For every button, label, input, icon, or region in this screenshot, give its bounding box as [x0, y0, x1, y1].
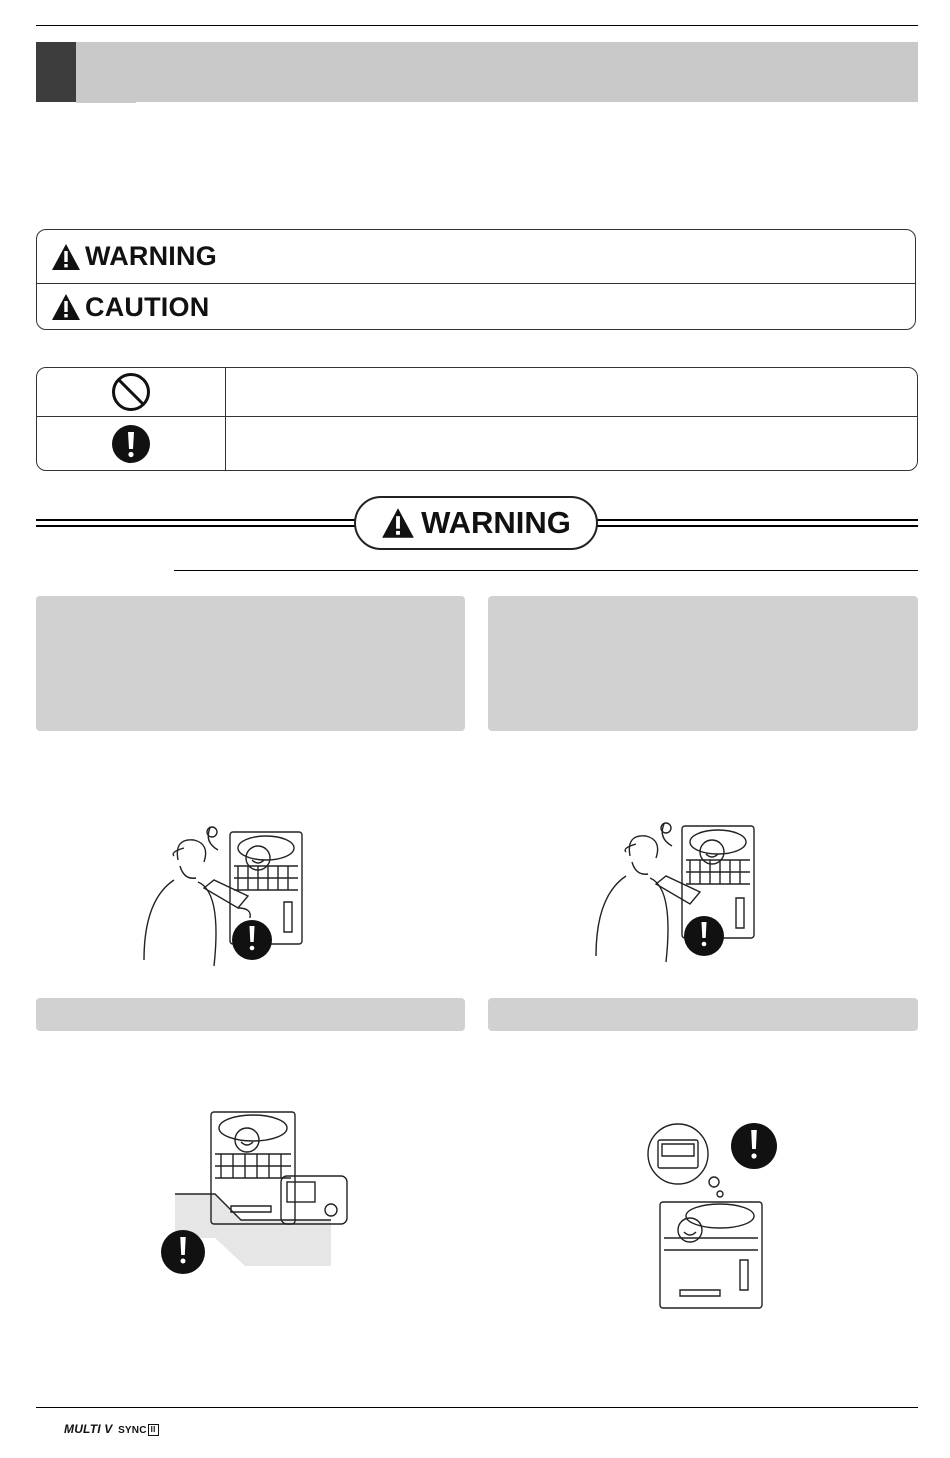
banner-rule-left-bottom	[36, 525, 356, 527]
technician-reading-manual-illustration-right	[588, 818, 768, 963]
caution-label: CAUTION	[85, 291, 210, 322]
outdoor-unit-thinking-illustration	[640, 1120, 790, 1315]
warning-box-left	[36, 596, 465, 731]
banner-label: WARNING	[421, 505, 571, 540]
warning-triangle-icon	[381, 507, 415, 539]
symbol-column-divider	[225, 368, 226, 470]
section-header-bar	[36, 42, 918, 102]
symbol-table	[36, 367, 918, 471]
signal-word-table	[36, 229, 916, 330]
warning-label: WARNING	[85, 241, 217, 271]
product-name: SYNC	[118, 1425, 147, 1436]
no-symbol-icon	[111, 372, 151, 412]
product-version: II	[148, 1424, 159, 1436]
technician-reading-manual-illustration	[134, 822, 314, 967]
subsection-rule	[174, 570, 918, 571]
prohibited-symbol-cell	[37, 368, 225, 416]
brand-name: MULTI V	[64, 1422, 113, 1436]
section-header-underline	[76, 100, 136, 103]
section-header-tab	[36, 42, 76, 102]
caution-row	[37, 284, 915, 330]
warning-triangle-icon	[51, 243, 81, 271]
warning-row	[37, 230, 915, 284]
warning-strip-left	[36, 998, 465, 1031]
top-rule	[36, 25, 918, 26]
warning-banner	[354, 496, 598, 550]
exclamation-icon	[111, 424, 151, 464]
banner-rule-right-top	[596, 519, 918, 521]
banner-rule-right-bottom	[596, 525, 918, 527]
product-logo	[64, 1422, 159, 1436]
banner-rule-left-top	[36, 519, 356, 521]
warning-strip-right	[488, 998, 918, 1031]
outdoor-unit-installation-illustration	[155, 1108, 355, 1278]
caution-triangle-icon	[51, 293, 81, 321]
footer-rule	[36, 1407, 918, 1408]
mandatory-symbol-cell	[37, 417, 225, 470]
warning-box-right	[488, 596, 918, 731]
